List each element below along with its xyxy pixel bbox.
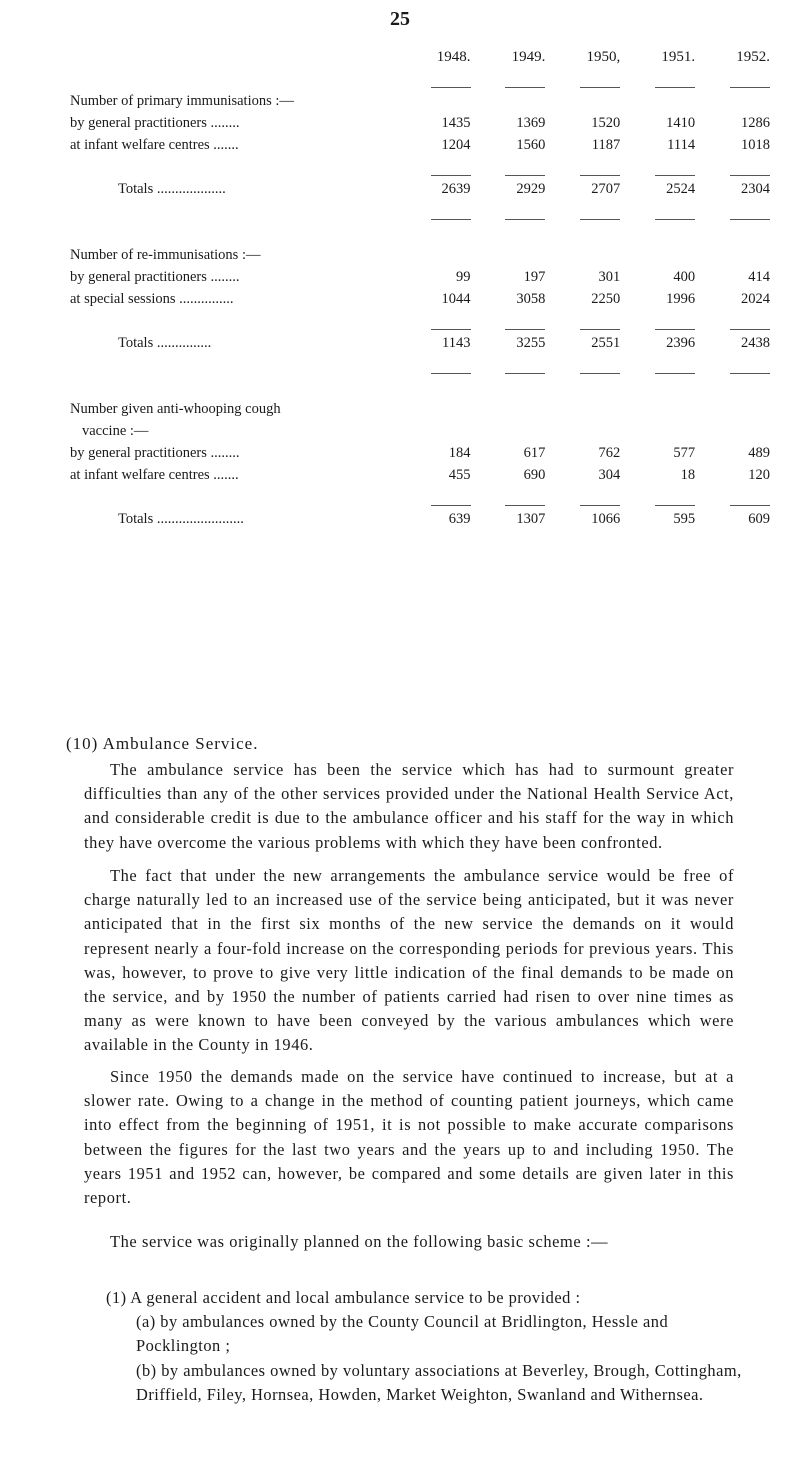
totals-row: Totals ................... 2639 2929 2707 2524 2304 xyxy=(118,181,770,197)
paragraph: Since 1950 the demands made on the service have continued to increase, but at a slower rate. Owing to a change in the method of counting patient journeys, which came into effect from the beginning of 1951, it is not possible to make accurate comparisons between the figures for the last two years and the years up to and including 1950. The years 1951 and 1952 can, however, be compared and some details are given later in this report. xyxy=(84,1067,734,1208)
year-header: 1948. xyxy=(436,49,471,65)
year-header: 1949. xyxy=(511,49,546,65)
year-header: 1951. xyxy=(661,49,696,65)
year-header: 1950, xyxy=(586,49,621,65)
table-row: by general practitioners ........ 1435 1369 1520 1410 1286 xyxy=(70,115,770,131)
table-row: by general practitioners ........ 184 617 762 577 489 xyxy=(70,445,770,461)
table-row: at infant welfare centres ....... 455 690 304 18 120 xyxy=(70,467,770,483)
year-header: 1952. xyxy=(736,49,770,65)
paragraph: The ambulance service has been the service which has had to surmount greater difficulties than any of the other services provided under the National Health Service Act, and considerable credit is due to the ambulance officer and his staff for the way in which they have overcome the various problems with which they have been confronted. xyxy=(84,760,734,852)
totals-row: Totals ........................ 639 1307 1066 595 609 xyxy=(118,511,770,527)
paragraph: The service was originally planned on the following basic scheme :— xyxy=(110,1232,609,1251)
section-title: (10) Ambulance Service. xyxy=(66,734,259,753)
table-header-row xyxy=(70,44,770,66)
list-item: (1) A general accident and local ambulance service to be provided : xyxy=(106,1288,581,1307)
section-heading: Number of primary immunisations :— xyxy=(70,93,294,109)
section-heading: Number given anti-whooping cough xyxy=(70,401,281,417)
paragraph: The fact that under the new arrangements the ambulance service would be free of charge naturally led to an increased use of the service being anticipated, but it was never anticipated that in the first six months of the new service the demands on it would represent nearly a four-fold increase on the corresponding periods for previous years. This was, however, to prove to give very little indication of the final demands to be made on the service, and by 1950 the number of patients carried had risen to over nine times as many as were known to have been conveyed by the various ambulances which were available in the County in 1946. xyxy=(84,866,734,1055)
immunisation-table xyxy=(70,44,770,528)
section-heading-continued: vaccine :— xyxy=(82,423,149,439)
table-row: by general practitioners ........ 99 197 301 400 414 xyxy=(70,269,770,285)
table-row: at special sessions ............... 1044 3058 2250 1996 2024 xyxy=(70,291,770,307)
table-row: at infant welfare centres ....... 1204 1560 1187 1114 1018 xyxy=(70,137,770,153)
section-heading: Number of re-immunisations :— xyxy=(70,247,261,263)
scheme-list xyxy=(106,1286,746,1407)
list-subitem: (a) by ambulances owned by the County Council at Bridlington, Hessle and Pocklington ; xyxy=(136,1312,669,1356)
page-number: 25 xyxy=(390,8,410,30)
list-subitem: (b) by ambulances owned by voluntary associations at Beverley, Brough, Cottingham, Driffield, Filey, Hornsea, Howden, Market Weighton, Swanland and Withernsea. xyxy=(136,1360,742,1404)
totals-row: Totals ............... 1143 3255 2551 2396 2438 xyxy=(118,335,770,351)
